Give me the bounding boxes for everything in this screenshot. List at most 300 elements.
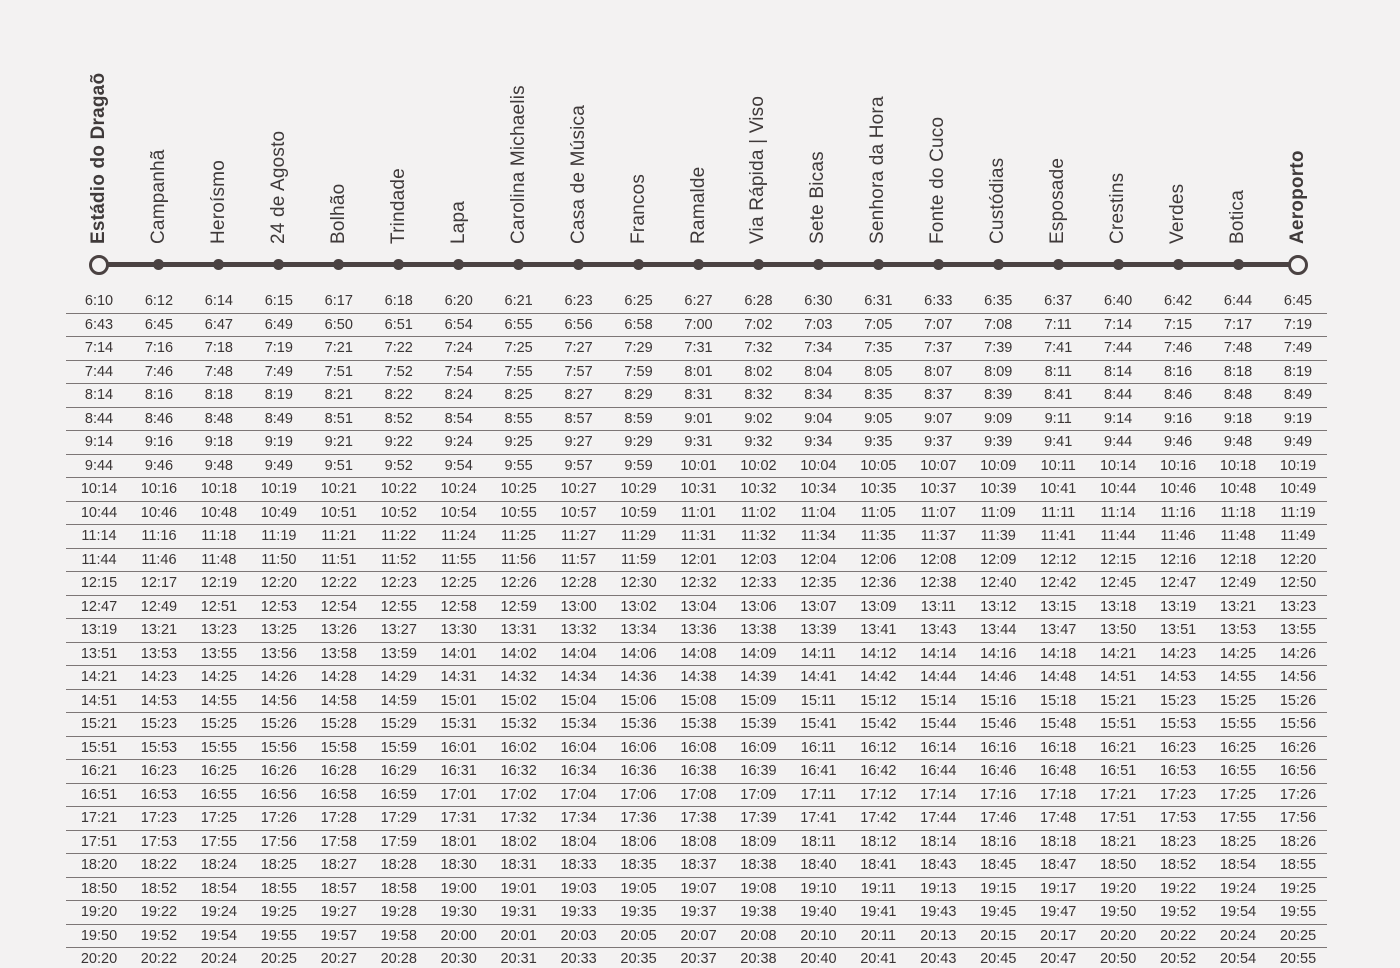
time-cell: 16:06 <box>620 739 657 756</box>
time-cell: 20:08 <box>740 927 777 944</box>
time-cell: 8:51 <box>324 410 353 427</box>
time-cell: 12:08 <box>920 551 957 568</box>
row-divider <box>66 642 1327 643</box>
time-cell: 15:11 <box>800 692 836 709</box>
station-label: 24 de Agosto <box>267 130 289 244</box>
time-cell: 13:39 <box>800 622 837 638</box>
time-cell: 10:16 <box>1159 457 1197 474</box>
stop-dot-icon <box>153 259 164 270</box>
time-cell: 11:31 <box>680 528 717 544</box>
time-cell: 16:09 <box>740 739 777 756</box>
stop-dot-icon <box>813 259 824 270</box>
time-cell: 13:36 <box>680 622 717 638</box>
stop-dot-icon <box>993 259 1004 270</box>
time-cell: 16:46 <box>980 763 1017 779</box>
time-cell: 13:59 <box>380 645 417 662</box>
time-cell: 18:25 <box>1219 833 1257 850</box>
time-cell: 10:22 <box>380 481 417 497</box>
station-label: Aeroporto <box>1287 150 1308 244</box>
row-divider <box>66 313 1327 314</box>
time-cell: 13:53 <box>140 645 178 662</box>
time-cell: 20:31 <box>500 951 537 967</box>
time-cell: 11:50 <box>261 551 297 568</box>
time-cell: 16:21 <box>80 763 118 779</box>
time-cell: 15:26 <box>260 716 297 732</box>
time-cell: 8:55 <box>504 410 533 427</box>
time-cell: 9:19 <box>1283 410 1313 427</box>
time-cell: 14:32 <box>500 669 537 685</box>
time-cell: 7:49 <box>264 363 293 380</box>
time-cell: 9:44 <box>1104 434 1133 450</box>
time-cell: 12:06 <box>860 551 897 568</box>
time-cell: 15:53 <box>1159 716 1197 732</box>
time-cell: 13:27 <box>380 622 417 638</box>
time-cell: 19:57 <box>320 927 357 944</box>
station-label: Heroísmo <box>207 160 229 244</box>
time-cell: 14:44 <box>920 669 957 685</box>
time-cell: 20:24 <box>200 951 238 967</box>
time-cell: 19:52 <box>1159 904 1197 920</box>
time-cell: 17:23 <box>1159 786 1197 803</box>
time-cell: 10:54 <box>440 504 477 521</box>
time-cell: 18:54 <box>1219 857 1257 873</box>
time-cell: 19:07 <box>680 880 717 897</box>
time-cell: 11:52 <box>381 551 417 568</box>
time-cell: 19:11 <box>860 880 896 897</box>
time-cell: 14:26 <box>260 669 297 685</box>
time-cell: 19:45 <box>980 904 1017 920</box>
time-cell: 20:40 <box>800 951 837 967</box>
time-cell: 16:36 <box>620 763 657 779</box>
time-cell: 17:46 <box>980 810 1017 826</box>
time-cell: 10:21 <box>320 481 357 497</box>
time-cell: 6:37 <box>1044 293 1073 309</box>
time-cell: 10:01 <box>680 457 717 474</box>
time-cell: 16:51 <box>1099 763 1137 779</box>
time-cell: 20:10 <box>800 927 837 944</box>
time-cell: 10:44 <box>1099 481 1137 497</box>
time-cell: 19:58 <box>380 927 417 944</box>
time-cell: 16:23 <box>140 763 178 779</box>
time-cell: 7:11 <box>1044 316 1072 333</box>
time-cell: 6:28 <box>744 293 773 309</box>
time-cell: 15:04 <box>560 692 597 709</box>
time-cell: 16:25 <box>1219 739 1257 756</box>
time-cell: 18:50 <box>80 880 118 897</box>
time-cell: 6:23 <box>564 293 593 309</box>
time-cell: 18:18 <box>1040 833 1077 850</box>
time-cell: 14:04 <box>560 645 597 662</box>
time-cell: 7:34 <box>804 340 833 356</box>
time-cell: 10:09 <box>980 457 1017 474</box>
time-cell: 14:36 <box>620 669 657 685</box>
time-cell: 20:05 <box>620 927 657 944</box>
time-cell: 16:34 <box>560 763 597 779</box>
station-label: Fonte do Cuco <box>927 116 949 244</box>
time-cell: 7:59 <box>624 363 653 380</box>
row-divider <box>66 618 1327 619</box>
stop-dot-icon <box>1053 259 1064 270</box>
time-cell: 14:55 <box>200 692 238 709</box>
time-cell: 7:22 <box>384 340 413 356</box>
time-cell: 7:39 <box>984 340 1013 356</box>
time-cell: 16:23 <box>1159 739 1197 756</box>
time-cell: 20:54 <box>1219 951 1257 967</box>
time-cell: 9:04 <box>804 410 833 427</box>
time-cell: 14:53 <box>140 692 178 709</box>
time-cell: 7:57 <box>564 363 593 380</box>
time-cell: 6:56 <box>564 316 593 333</box>
time-cell: 19:22 <box>1159 880 1197 897</box>
time-cell: 17:42 <box>860 810 897 826</box>
time-cell: 8:35 <box>864 387 893 403</box>
time-cell: 10:46 <box>1159 481 1197 497</box>
time-cell: 15:02 <box>500 692 537 709</box>
time-cell: 14:51 <box>80 692 118 709</box>
time-cell: 8:57 <box>564 410 593 427</box>
time-cell: 11:25 <box>501 528 537 544</box>
time-cell: 17:01 <box>440 786 477 803</box>
time-cell: 19:40 <box>800 904 837 920</box>
time-cell: 11:48 <box>1220 528 1256 544</box>
time-cell: 10:52 <box>380 504 417 521</box>
time-cell: 8:48 <box>1223 387 1253 403</box>
time-cell: 20:38 <box>740 951 777 967</box>
stop-dot-icon <box>873 259 884 270</box>
time-cell: 14:12 <box>860 645 897 662</box>
time-cell: 20:03 <box>560 927 597 944</box>
time-cell: 17:04 <box>560 786 597 803</box>
time-cell: 6:44 <box>1223 293 1253 309</box>
time-cell: 14:23 <box>140 669 178 685</box>
time-cell: 13:41 <box>860 622 897 638</box>
stop-dot-icon <box>633 259 644 270</box>
time-cell: 20:20 <box>80 951 118 967</box>
time-cell: 14:39 <box>740 669 777 685</box>
time-cell: 10:44 <box>80 504 118 521</box>
time-cell: 17:16 <box>980 786 1017 803</box>
time-cell: 8:54 <box>444 410 473 427</box>
time-cell: 14:25 <box>200 669 238 685</box>
time-cell: 16:53 <box>1159 763 1197 779</box>
time-cell: 11:24 <box>441 528 477 544</box>
time-cell: 20:37 <box>680 951 717 967</box>
time-cell: 7:41 <box>1044 340 1073 356</box>
time-cell: 13:06 <box>740 598 777 615</box>
time-cell: 19:38 <box>740 904 777 920</box>
time-cell: 12:32 <box>680 575 717 591</box>
time-cell: 6:51 <box>384 316 413 333</box>
time-cell: 10:02 <box>740 457 777 474</box>
time-cell: 16:56 <box>1279 763 1317 779</box>
row-divider <box>66 947 1327 948</box>
time-cell: 14:08 <box>680 645 717 662</box>
time-cell: 18:33 <box>560 857 597 873</box>
time-cell: 9:37 <box>924 434 953 450</box>
time-cell: 11:21 <box>321 528 357 544</box>
time-cell: 10:34 <box>800 481 837 497</box>
time-cell: 6:17 <box>324 293 353 309</box>
time-cell: 12:45 <box>1099 575 1137 591</box>
time-cell: 6:33 <box>924 293 953 309</box>
time-cell: 18:58 <box>380 880 417 897</box>
time-cell: 19:54 <box>200 927 238 944</box>
time-cell: 10:48 <box>200 504 238 521</box>
time-cell: 17:59 <box>380 833 417 850</box>
time-cell: 20:30 <box>440 951 477 967</box>
time-cell: 16:08 <box>680 739 717 756</box>
time-cell: 18:02 <box>500 833 537 850</box>
time-cell: 15:44 <box>920 716 957 732</box>
time-cell: 18:55 <box>260 880 297 897</box>
time-cell: 14:23 <box>1159 645 1197 662</box>
time-cell: 18:14 <box>920 833 957 850</box>
time-cell: 8:21 <box>324 387 353 403</box>
time-cell: 9:02 <box>744 410 773 427</box>
time-cell: 6:45 <box>144 316 174 333</box>
time-cell: 17:14 <box>920 786 957 803</box>
time-cell: 11:04 <box>800 504 836 521</box>
time-cell: 6:10 <box>84 293 114 309</box>
time-cell: 11:09 <box>980 504 1016 521</box>
time-cell: 11:22 <box>381 528 417 544</box>
time-cell: 16:11 <box>800 739 836 756</box>
station-label: Carolina Michaelis <box>507 85 529 244</box>
time-cell: 16:02 <box>500 739 537 756</box>
time-cell: 8:19 <box>264 387 293 403</box>
time-cell: 12:23 <box>380 575 417 591</box>
time-cell: 15:21 <box>80 716 118 732</box>
time-cell: 8:04 <box>804 363 833 380</box>
station-label: Lapa <box>447 200 469 244</box>
row-divider <box>66 759 1327 760</box>
time-cell: 15:01 <box>440 692 477 709</box>
time-cell: 9:49 <box>1283 434 1313 450</box>
time-cell: 16:55 <box>1219 763 1257 779</box>
time-cell: 14:53 <box>1159 669 1197 685</box>
time-cell: 17:12 <box>860 786 897 803</box>
time-cell: 16:48 <box>1040 763 1077 779</box>
row-divider <box>66 360 1327 361</box>
time-cell: 18:22 <box>140 857 178 873</box>
time-cell: 16:32 <box>500 763 537 779</box>
time-cell: 16:59 <box>380 786 417 803</box>
time-cell: 19:25 <box>1279 880 1317 897</box>
time-cell: 13:55 <box>1279 622 1317 638</box>
time-cell: 10:27 <box>560 481 597 497</box>
time-cell: 9:24 <box>444 434 473 450</box>
time-cell: 12:04 <box>800 551 837 568</box>
time-cell: 15:09 <box>740 692 777 709</box>
time-cell: 15:18 <box>1040 692 1077 709</box>
time-cell: 8:44 <box>84 410 114 427</box>
time-cell: 20:35 <box>620 951 657 967</box>
time-cell: 20:25 <box>1279 927 1317 944</box>
time-cell: 19:25 <box>260 904 297 920</box>
time-cell: 6:55 <box>504 316 533 333</box>
time-cell: 13:07 <box>800 598 837 615</box>
time-cell: 13:50 <box>1099 622 1137 638</box>
time-cell: 19:35 <box>620 904 657 920</box>
stop-dot-icon <box>273 259 284 270</box>
time-cell: 19:24 <box>200 904 238 920</box>
time-cell: 7:31 <box>684 340 713 356</box>
time-cell: 19:20 <box>80 904 118 920</box>
time-cell: 9:57 <box>564 457 593 474</box>
time-cell: 8:39 <box>984 387 1013 403</box>
time-cell: 10:48 <box>1219 481 1257 497</box>
time-cell: 18:08 <box>680 833 717 850</box>
time-cell: 19:08 <box>740 880 777 897</box>
time-cell: 10:18 <box>1219 457 1257 474</box>
time-cell: 11:19 <box>261 528 297 544</box>
time-cell: 18:06 <box>620 833 657 850</box>
time-cell: 9:32 <box>744 434 773 450</box>
row-divider <box>66 853 1327 854</box>
time-cell: 12:49 <box>140 598 178 615</box>
time-cell: 6:14 <box>204 293 233 309</box>
time-cell: 8:16 <box>144 387 174 403</box>
time-cell: 8:05 <box>864 363 893 380</box>
time-cell: 20:17 <box>1040 927 1077 944</box>
time-cell: 20:01 <box>500 927 537 944</box>
time-cell: 10:32 <box>740 481 777 497</box>
time-cell: 11:27 <box>560 528 597 544</box>
time-cell: 17:56 <box>260 833 297 850</box>
time-cell: 13:09 <box>860 598 897 615</box>
time-cell: 8:34 <box>804 387 833 403</box>
time-cell: 13:30 <box>440 622 477 638</box>
time-cell: 8:44 <box>1104 387 1133 403</box>
time-cell: 11:16 <box>1160 504 1196 521</box>
time-cell: 17:18 <box>1040 786 1077 803</box>
time-cell: 20:45 <box>980 951 1017 967</box>
time-cell: 19:55 <box>260 927 297 944</box>
time-cell: 6:18 <box>384 293 413 309</box>
time-cell: 17:21 <box>80 810 118 826</box>
time-cell: 17:31 <box>440 810 477 826</box>
time-cell: 17:51 <box>1099 810 1137 826</box>
station-label: Via Rápida | Viso <box>747 95 769 244</box>
time-cell: 17:55 <box>200 833 238 850</box>
time-cell: 12:20 <box>260 575 297 591</box>
time-cell: 20:28 <box>380 951 417 967</box>
time-cell: 19:03 <box>560 880 597 897</box>
time-cell: 12:26 <box>500 575 537 591</box>
stop-dot-icon <box>753 259 764 270</box>
time-cell: 18:52 <box>1159 857 1197 873</box>
time-cell: 13:31 <box>500 622 537 638</box>
time-cell: 12:28 <box>560 575 597 591</box>
time-cell: 6:43 <box>84 316 114 333</box>
time-cell: 15:55 <box>200 739 238 756</box>
time-cell: 11:18 <box>201 528 237 544</box>
time-cell: 8:49 <box>1283 387 1313 403</box>
time-cell: 9:14 <box>84 434 114 450</box>
time-cell: 12:42 <box>1040 575 1077 591</box>
time-cell: 16:04 <box>560 739 597 756</box>
time-cell: 10:14 <box>1099 457 1137 474</box>
time-cell: 9:59 <box>624 457 653 474</box>
time-cell: 20:47 <box>1040 951 1077 967</box>
time-cell: 15:41 <box>800 716 837 732</box>
time-cell: 11:07 <box>920 504 956 521</box>
time-cell: 18:37 <box>680 857 717 873</box>
time-cell: 12:30 <box>620 575 657 591</box>
time-cell: 19:47 <box>1040 904 1077 920</box>
time-cell: 16:39 <box>740 763 777 779</box>
row-divider <box>66 571 1327 572</box>
time-cell: 8:46 <box>1163 387 1193 403</box>
time-cell: 6:20 <box>444 293 473 309</box>
station-label: Crestins <box>1107 172 1129 244</box>
time-cell: 17:53 <box>1159 810 1197 826</box>
time-cell: 13:51 <box>80 645 118 662</box>
time-cell: 18:40 <box>800 857 837 873</box>
time-cell: 9:21 <box>324 434 353 450</box>
time-cell: 9:25 <box>504 434 533 450</box>
time-cell: 13:04 <box>680 598 717 615</box>
time-cell: 6:40 <box>1104 293 1133 309</box>
time-cell: 11:55 <box>441 551 477 568</box>
time-cell: 10:05 <box>860 457 897 474</box>
time-cell: 7:24 <box>444 340 473 356</box>
time-cell: 7:44 <box>1104 340 1133 356</box>
time-cell: 10:35 <box>860 481 897 497</box>
time-cell: 18:04 <box>560 833 597 850</box>
time-cell: 18:01 <box>440 833 477 850</box>
time-cell: 7:49 <box>1283 340 1313 356</box>
row-divider <box>66 877 1327 878</box>
time-cell: 8:11 <box>1044 363 1072 380</box>
time-cell: 7:25 <box>504 340 533 356</box>
time-cell: 10:29 <box>620 481 657 497</box>
time-cell: 17:06 <box>620 786 657 803</box>
time-cell: 14:55 <box>1219 669 1257 685</box>
time-cell: 17:39 <box>740 810 777 826</box>
time-cell: 15:58 <box>320 739 357 756</box>
time-cell: 12:03 <box>740 551 777 568</box>
time-cell: 20:15 <box>980 927 1017 944</box>
time-cell: 13:19 <box>1159 598 1197 615</box>
time-cell: 17:41 <box>800 810 837 826</box>
row-divider <box>66 524 1327 525</box>
row-divider <box>66 430 1327 431</box>
time-cell: 14:29 <box>380 669 417 685</box>
time-cell: 11:35 <box>860 528 896 544</box>
time-cell: 17:34 <box>560 810 597 826</box>
time-cell: 10:18 <box>200 481 238 497</box>
time-cell: 8:24 <box>444 387 473 403</box>
time-cell: 11:46 <box>1160 528 1196 544</box>
time-cell: 11:32 <box>740 528 777 544</box>
time-cell: 17:21 <box>1099 786 1137 803</box>
time-cell: 11:37 <box>920 528 956 544</box>
time-cell: 16:53 <box>140 786 178 803</box>
station-label: Casa de Música <box>567 104 589 244</box>
time-cell: 12:51 <box>200 598 238 615</box>
time-cell: 15:51 <box>80 739 118 756</box>
time-cell: 20:24 <box>1219 927 1257 944</box>
time-cell: 20:20 <box>1099 927 1137 944</box>
time-cell: 12:01 <box>680 551 717 568</box>
time-cell: 16:28 <box>320 763 357 779</box>
time-cell: 9:27 <box>564 434 593 450</box>
time-cell: 12:35 <box>800 575 837 591</box>
time-cell: 20:25 <box>260 951 297 967</box>
time-cell: 11:41 <box>1040 528 1076 544</box>
row-divider <box>66 501 1327 502</box>
